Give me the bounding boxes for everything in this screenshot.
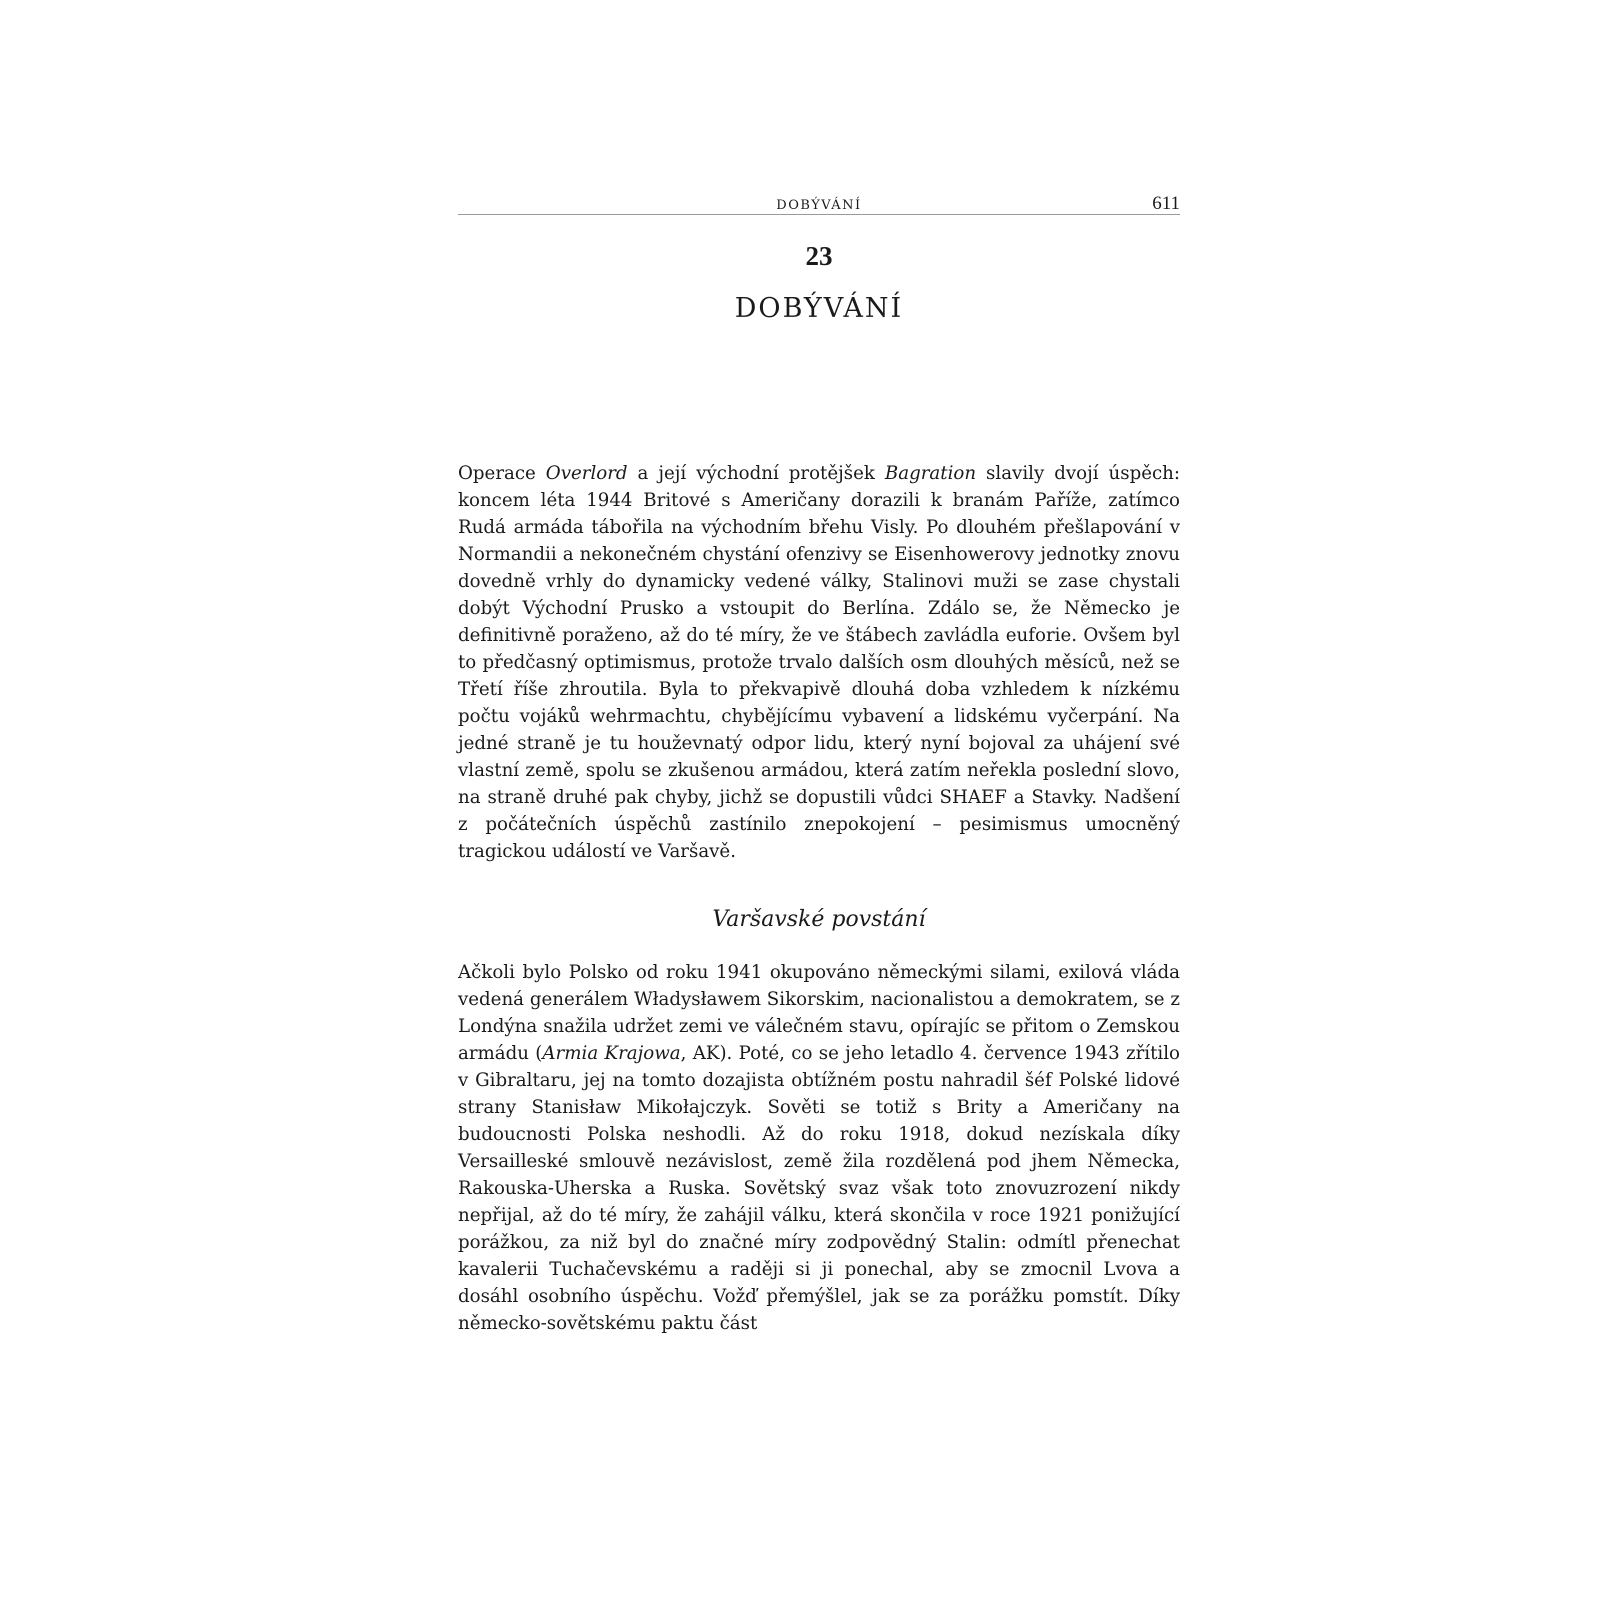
- paragraph-text: a její východní protějšek: [627, 463, 885, 484]
- body-paragraph: [458, 460, 1180, 865]
- book-page: [458, 190, 1180, 1337]
- italic-term: Armia Krajowa: [542, 1043, 681, 1064]
- section-heading: Varšavské povstání: [712, 907, 926, 932]
- italic-term: Overlord: [545, 463, 628, 484]
- italic-term: Bagration: [884, 463, 977, 484]
- running-title: DOBÝVÁNÍ: [776, 198, 862, 213]
- running-header: [458, 190, 1180, 215]
- chapter-title: DOBÝVÁNÍ: [734, 293, 904, 324]
- paragraph-text: Operace: [458, 463, 546, 484]
- paragraph-text: slavily dvojí úspěch: koncem léta 1944 Britové s Američany dorazili k branám Paříže, zatímco Rudá armáda tábořila na východním břehu Visly. Po dlouhém přešlapování v Normandii a nekonečném chystání ofenzivy se Eisenhowerovy jednotky znovu dovedně vrhly do dynamicky vedené války, Stalinovi muži se zase chystali dobýt Východní Prusko a vstoupit do Berlína. Zdálo se, že Německo je definitivně poraženo, až do té míry, že ve štábech zavládla euforie. Ovšem byl to předčasný optimismus, protože trvalo dalších osm dlouhých měsíců, než se Třetí říše zhroutila. Byla to překvapivě dlouhá doba vzhledem k nízkému počtu vojáků wehrmachtu, chybějícímu vybavení a lidskému vyčerpání. Na jedné straně je tu houževnatý odpor lidu, který nyní bojoval za uhájení své vlastní země, spolu se zkušenou armádou, která zatím neřekla poslední slovo, na straně druhé pak chyby, jichž se dopustili vůdci SHAEF a Stavky. Nadšení z počátečních úspěchů zastínilo znepokojení – pesimismus umocněný tragickou událostí ve Varšavě.: [458, 463, 1181, 862]
- paragraph-text: Ačkoli bylo Polsko od roku 1941 okupováno německými silami, exilová vláda vedená generálem Władysławem Sikorskim, nacionalistou a demokratem, se z Londýna snažila udržet zemi ve válečném stavu, opírajíc se přitom o Zemskou armádu (: [458, 962, 1180, 1064]
- page-number: 611: [1152, 193, 1180, 214]
- body-paragraph: [458, 959, 1180, 1337]
- chapter-number: 23: [805, 241, 833, 271]
- paragraph-text: , AK). Poté, co se jeho letadlo 4. července 1943 zřítilo v Gibraltaru, jej na tomto dozajista obtížném postu nahradil šéf Polské lidové strany Stanisław Mikołajczyk. Sověti se totiž s Brity a Američany na budoucnosti Polska neshodli. Až do roku 1918, dokud nezískala díky Versailleské smlouvě nezávislost, země žila rozdělená pod jhem Německa, Rakouska-Uherska a Ruska. Sovětský svaz však toto znovuzrození nikdy nepřijal, až do té míry, že zahájil válku, která skončila v roce 1921 ponižující porážkou, za niž byl do značné míry zodpovědný Stalin: odmítl přenechat kavalerii Tuchačevskému a raději si ji ponechal, aby se zmocnil Lvova a dosáhl osobního úspěchu. Vožď přemýšlel, jak se za porážku pomstít. Díky německo-sovětskému paktu část: [458, 1043, 1180, 1334]
